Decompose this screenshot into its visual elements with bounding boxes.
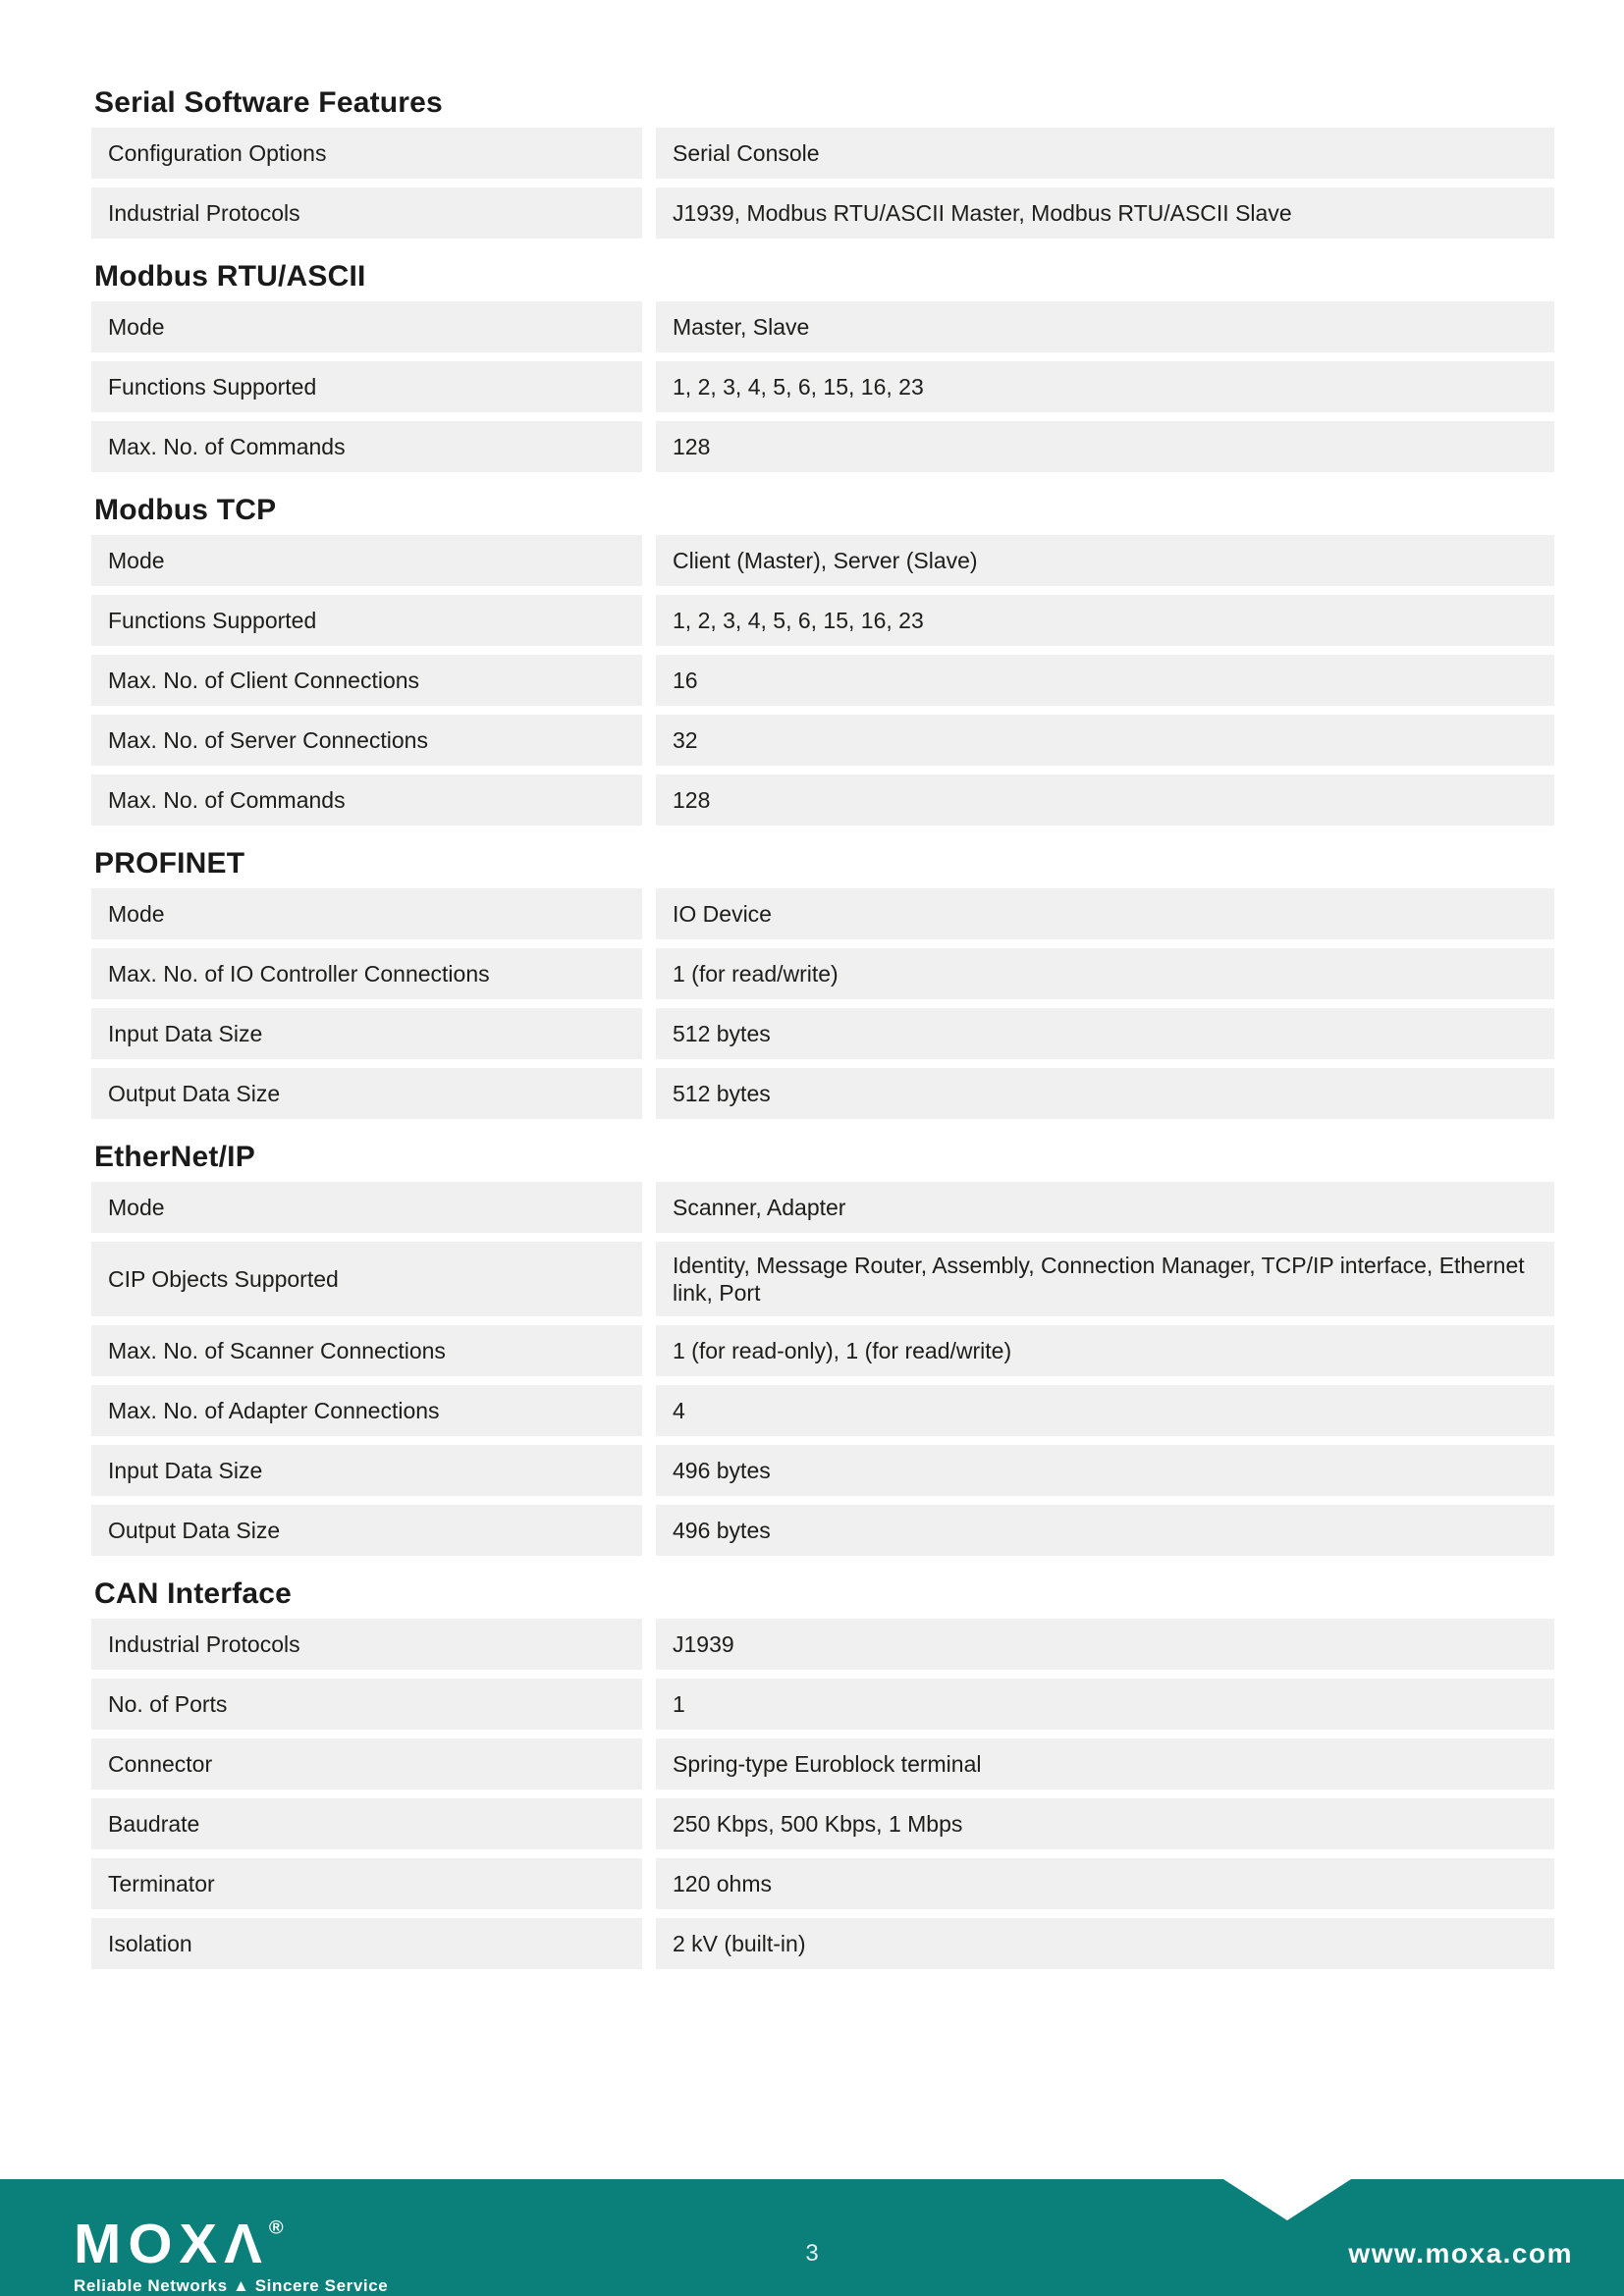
spec-label: Input Data Size bbox=[91, 1445, 642, 1496]
spec-row bbox=[91, 1445, 1554, 1496]
spec-row bbox=[91, 1798, 1554, 1849]
spec-row bbox=[91, 535, 1554, 586]
spec-value: Client (Master), Server (Slave) bbox=[656, 535, 1554, 586]
spec-value: Serial Console bbox=[656, 128, 1554, 179]
spec-label: Connector bbox=[91, 1738, 642, 1789]
spec-label: Output Data Size bbox=[91, 1505, 642, 1556]
spec-label: Functions Supported bbox=[91, 361, 642, 412]
spec-row bbox=[91, 1858, 1554, 1909]
footer-teal-band bbox=[0, 2179, 1624, 2296]
spec-row bbox=[91, 1505, 1554, 1556]
footer-website: www.moxa.com bbox=[1348, 2238, 1573, 2269]
spec-value: 1 (for read-only), 1 (for read/write) bbox=[656, 1325, 1554, 1376]
spec-row bbox=[91, 1068, 1554, 1119]
spec-row bbox=[91, 1679, 1554, 1730]
spec-row bbox=[91, 1918, 1554, 1969]
spec-label: Configuration Options bbox=[91, 128, 642, 179]
spec-value: 4 bbox=[656, 1385, 1554, 1436]
spec-row bbox=[91, 301, 1554, 352]
spec-label: Industrial Protocols bbox=[91, 187, 642, 239]
spec-row bbox=[91, 1182, 1554, 1233]
moxa-tagline: Reliable Networks ▲ Sincere Service bbox=[74, 2276, 389, 2295]
spec-value: Spring-type Euroblock terminal bbox=[656, 1738, 1554, 1789]
page-notch-triangle-icon bbox=[1223, 2179, 1351, 2220]
spec-value: 128 bbox=[656, 421, 1554, 472]
spec-label: Max. No. of Scanner Connections bbox=[91, 1325, 642, 1376]
spec-tables bbox=[91, 65, 1554, 1969]
page-number: 3 bbox=[805, 2240, 819, 2267]
spec-value: 512 bytes bbox=[656, 1008, 1554, 1059]
spec-value: 1 bbox=[656, 1679, 1554, 1730]
spec-value: 1, 2, 3, 4, 5, 6, 15, 16, 23 bbox=[656, 361, 1554, 412]
section-title: Modbus RTU/ASCII bbox=[94, 260, 366, 293]
section-title: PROFINET bbox=[94, 847, 245, 880]
spec-label: Input Data Size bbox=[91, 1008, 642, 1059]
spec-label: Max. No. of IO Controller Connections bbox=[91, 948, 642, 999]
spec-row bbox=[91, 1325, 1554, 1376]
spec-value: 250 Kbps, 500 Kbps, 1 Mbps bbox=[656, 1798, 1554, 1849]
spec-label: Max. No. of Commands bbox=[91, 421, 642, 472]
spec-row bbox=[91, 421, 1554, 472]
spec-label: CIP Objects Supported bbox=[91, 1242, 642, 1316]
spec-row bbox=[91, 1738, 1554, 1789]
spec-row bbox=[91, 1242, 1554, 1316]
spec-label: Max. No. of Commands bbox=[91, 774, 642, 826]
spec-label: Max. No. of Server Connections bbox=[91, 715, 642, 766]
spec-value: Master, Slave bbox=[656, 301, 1554, 352]
spec-value: 1, 2, 3, 4, 5, 6, 15, 16, 23 bbox=[656, 595, 1554, 646]
spec-row bbox=[91, 595, 1554, 646]
spec-row bbox=[91, 888, 1554, 939]
spec-label: Mode bbox=[91, 535, 642, 586]
spec-row bbox=[91, 128, 1554, 179]
spec-value: Identity, Message Router, Assembly, Connection Manager, TCP/IP interface, Ethernet link, Port bbox=[656, 1242, 1554, 1316]
section-title: CAN Interface bbox=[94, 1577, 292, 1610]
spec-label: Output Data Size bbox=[91, 1068, 642, 1119]
spec-label: Functions Supported bbox=[91, 595, 642, 646]
spec-value: J1939 bbox=[656, 1619, 1554, 1670]
spec-row bbox=[91, 1008, 1554, 1059]
section-title: Modbus TCP bbox=[94, 494, 277, 526]
spec-label: Isolation bbox=[91, 1918, 642, 1969]
spec-label: Max. No. of Adapter Connections bbox=[91, 1385, 642, 1436]
spec-value: 2 kV (built-in) bbox=[656, 1918, 1554, 1969]
spec-row bbox=[91, 655, 1554, 706]
spec-value: 496 bytes bbox=[656, 1445, 1554, 1496]
spec-value: 32 bbox=[656, 715, 1554, 766]
moxa-wordmark-text: MOXΛ bbox=[74, 2212, 269, 2275]
spec-row bbox=[91, 715, 1554, 766]
spec-value: Scanner, Adapter bbox=[656, 1182, 1554, 1233]
spec-value: 120 ohms bbox=[656, 1858, 1554, 1909]
spec-row bbox=[91, 774, 1554, 826]
spec-row bbox=[91, 1619, 1554, 1670]
spec-label: Industrial Protocols bbox=[91, 1619, 642, 1670]
spec-value: 1 (for read/write) bbox=[656, 948, 1554, 999]
spec-label: Baudrate bbox=[91, 1798, 642, 1849]
section-title: Serial Software Features bbox=[94, 86, 443, 119]
spec-value: IO Device bbox=[656, 888, 1554, 939]
spec-row bbox=[91, 361, 1554, 412]
spec-label: Mode bbox=[91, 301, 642, 352]
section-title: EtherNet/IP bbox=[94, 1141, 255, 1173]
spec-label: Mode bbox=[91, 1182, 642, 1233]
spec-label: No. of Ports bbox=[91, 1679, 642, 1730]
spec-row bbox=[91, 948, 1554, 999]
spec-label: Terminator bbox=[91, 1858, 642, 1909]
spec-value: 512 bytes bbox=[656, 1068, 1554, 1119]
spec-value: 128 bbox=[656, 774, 1554, 826]
registered-trademark-icon: ® bbox=[268, 2216, 284, 2239]
spec-value: 496 bytes bbox=[656, 1505, 1554, 1556]
spec-value: 16 bbox=[656, 655, 1554, 706]
spec-row bbox=[91, 1385, 1554, 1436]
spec-row bbox=[91, 187, 1554, 239]
spec-label: Max. No. of Client Connections bbox=[91, 655, 642, 706]
spec-value: J1939, Modbus RTU/ASCII Master, Modbus RTU/ASCII Slave bbox=[656, 187, 1554, 239]
spec-label: Mode bbox=[91, 888, 642, 939]
